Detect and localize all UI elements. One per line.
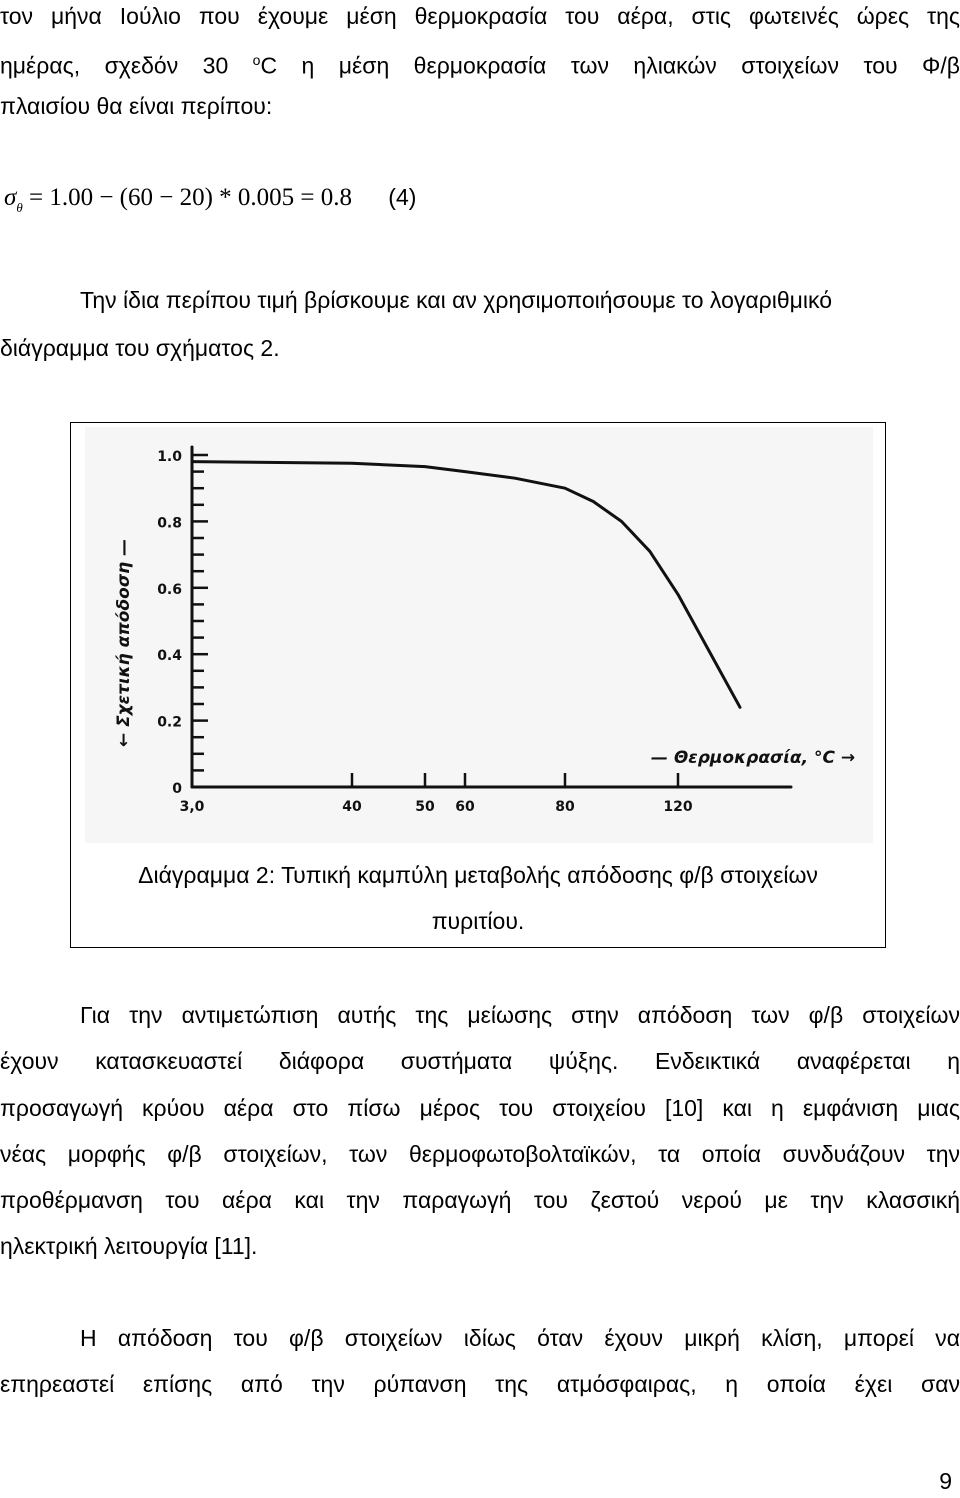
paragraph-line: πλαισίου θα είναι περίπου:	[0, 93, 273, 119]
equation-number: (4)	[388, 184, 417, 210]
y-tick-label: 0.8	[157, 515, 182, 532]
y-axis-label: ← Σχετική απόδοση —	[114, 538, 134, 748]
figure-caption-cont: πυριτίου.	[431, 908, 525, 934]
degree-superscript: ο	[252, 52, 261, 68]
paragraph-line: επηρεαστεί επίσης από την ρύπανση της ατμόσφαιρας, η οποία έχει σαν	[0, 1371, 960, 1397]
paragraph-line: διάγραμμα του σχήματος 2.	[0, 335, 280, 361]
y-tick-label: 0.2	[157, 714, 182, 731]
figure-caption: Διάγραμμα 2: Τυπική καμπύλη μεταβολής απόδοσης φ/β στοιχείων	[138, 862, 818, 888]
paragraph-line: προσαγωγή κρύου αέρα στο πίσω μέρος του στοιχείου [10] και η εμφάνιση μιας	[0, 1095, 960, 1121]
x-tick-label: 80	[555, 799, 575, 815]
paragraph-line: τον μήνα Ιούλιο που έχουμε μέση θερμοκρασία του αέρα, στις φωτεινές ώρες της	[0, 3, 960, 29]
x-tick-label: 60	[455, 799, 475, 815]
x-tick-label: 40	[342, 799, 362, 815]
x-tick-label: 3,0	[179, 799, 205, 815]
x-axis-label: — Θερμοκρασία, °C →	[650, 748, 856, 768]
text-fragment: ημέρας, σχεδόν 30	[0, 52, 253, 79]
paragraph-line: Η απόδοση του φ/β στοιχείων ιδίως όταν έχουν μικρή κλίση, μπορεί να	[80, 1325, 960, 1351]
efficiency-chart	[71, 423, 887, 843]
y-tick-label: 0	[172, 781, 182, 797]
paragraph-line: ηλεκτρική λειτουργία [11].	[0, 1233, 258, 1259]
equation-expression: = 1.00 − (60 − 20) * 0.005 = 0.8	[28, 184, 353, 211]
paragraph-line: νέας μορφής φ/β στοιχείων, των θερμοφωτοβολταϊκών, τα οποία συνδυάζουν την	[0, 1141, 960, 1167]
paragraph-line: προθέρμανση του αέρα και την παραγωγή του ζεστού νερού με την κλασσική	[0, 1187, 960, 1213]
paragraph-line: έχουν κατασκευαστεί διάφορα συστήματα ψύξης. Ενδεικτικά αναφέρεται η	[0, 1048, 960, 1074]
text-fragment: C η μέση θερμοκρασία των ηλιακών στοιχείων του Φ/β	[260, 52, 960, 79]
x-tick-label: 50	[415, 799, 435, 815]
equation-subscript: θ	[16, 200, 23, 215]
y-tick-label: 1.0	[157, 449, 182, 465]
x-tick-label: 120	[663, 799, 693, 815]
paragraph-line: Την ίδια περίπου τιμή βρίσκουμε και αν χρησιμοποιήσουμε το λογαριθμικό	[80, 287, 833, 313]
page-number: 9	[939, 1468, 952, 1494]
paragraph-line: Για την αντιμετώπιση αυτής της μείωσης στην απόδοση των φ/β στοιχείων	[80, 1002, 960, 1028]
paragraph-line	[0, 46, 960, 80]
y-tick-label: 0.4	[157, 648, 182, 665]
y-tick-label: 0.6	[157, 581, 182, 598]
equation	[4, 184, 417, 215]
equation-symbol: σ	[4, 184, 17, 211]
